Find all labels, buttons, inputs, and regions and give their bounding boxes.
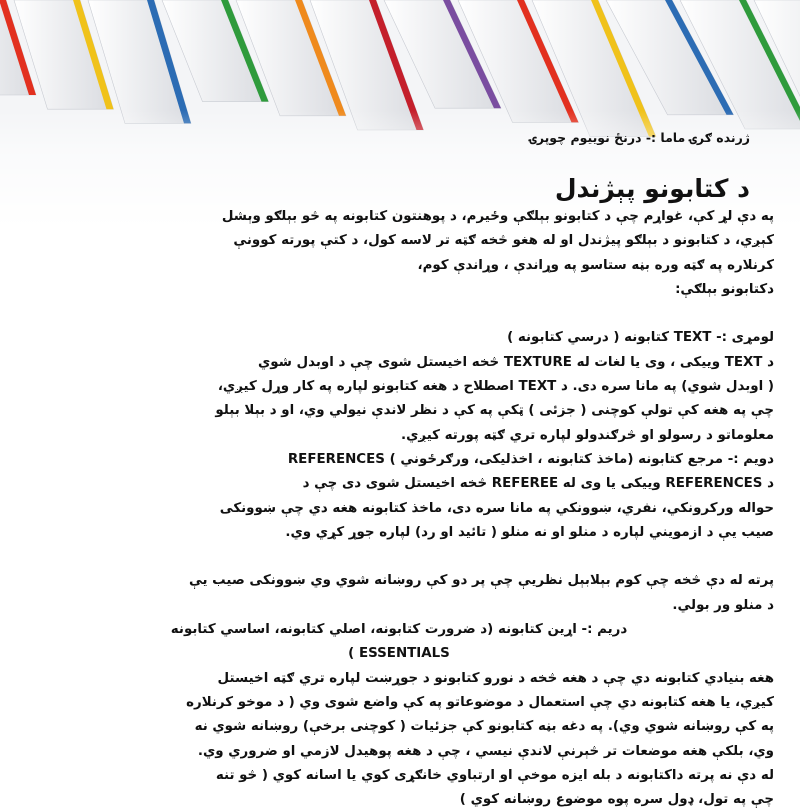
intro-line: په دې لړ کې، غواړم چې د کتابونو بېلګې وځيرم، د پوهنتون کتابونه په څو بېلګو وېشل bbox=[221, 209, 774, 224]
section-line: د TEXT وييکی ، وی يا لغات له TEXTURE څخه اخيستل شوی چې د اوبدل شوي bbox=[258, 354, 774, 370]
section-line: د REFERENCES وييکی يا وی له REFEREE څخه اخيستل شوی دی چې د bbox=[302, 476, 774, 492]
section-heading: دريم :- اړين کتابونه (د ضرورت کتابونه، اصلي کتابونه، اساسي کتابونه bbox=[170, 622, 628, 638]
paragraph-line: پرته له دې څخه چې کوم بېلابېل نظريې چې پر دو کې روښانه شوي وي ښوونکی صيب يې bbox=[188, 573, 774, 589]
section-line: چې په تول، ډول سره پوه موضوع روښانه کوي ) bbox=[459, 792, 774, 808]
section-line: حواله ورکرونکي، نفري، ښوونکي په مانا سره دی، ماخذ کتابونه هغه دي چې ښوونکی bbox=[219, 500, 774, 516]
section-heading: لومړی :- TEXT کتابونه ( درسي کتابونه ) bbox=[507, 330, 774, 346]
section-line: وي، بلکې هغه موضعات تر څېرنې لاندې نيسي ، چې د هغه پوهيدل لازمي او ضروري وي. bbox=[197, 743, 774, 759]
section-line: په کې روښانه شوي وي). په دغه بڼه کتابونو کې جزئيات ( کوچنی برخې) روښانه شوي نه bbox=[194, 719, 774, 735]
section-line: ( اوبدل شوي) په مانا سره دی. د TEXT اصطلاح د هغه کتابونو لپاره په کار وړل کيږي، bbox=[217, 379, 774, 395]
intro-line: کرنلاره په ګټه وره بڼه ستاسو په وړاندې ، وړاندې کوم، bbox=[417, 257, 774, 273]
section-line: صيب يې د ازمويني لپاره د منلو او نه منلو ( تائيد او رد) لپاره جوړ کړي وي. bbox=[285, 524, 774, 540]
article-body bbox=[24, 205, 774, 812]
section-heading: دويم :- مرجع کتابونه (ماخذ کتابونه ، اخذليکی، ورګرځوني ) REFERENCES bbox=[287, 451, 774, 467]
section-line: له دې نه پرته داکتابونه د بله ايزه موخې او ارتباوي خانګړی کوي يا اسانه کوي ( څو تنه bbox=[215, 767, 774, 783]
intro-line: دکتابونو بېلګې: bbox=[675, 281, 774, 297]
translator-credit: ژرنده ګرۍ ماما :- درنځ نوییوم چوپرۍ bbox=[529, 130, 750, 145]
section-line: چې په هغه کې تولې کوچنی ( جزئی ) ټکې په کې د نظر لاندې نيولي وي، او د بېلا بېلو bbox=[215, 403, 774, 419]
section-line: هغه بنيادي کتابونه دي چې د هغه څخه د نورو کتابونو د جوړښت لپاره تري ګټه اخيستل bbox=[217, 670, 774, 686]
section-line: معلوماتو د رسولو او څرګندولو لپاره تري ګټه پورته کيږي. bbox=[401, 427, 774, 443]
paragraph-line: د منلو ور بولي. bbox=[672, 597, 774, 613]
section-heading: ESSENTIALS ) bbox=[348, 646, 450, 662]
page-title: د کتابونو پېژندل bbox=[554, 174, 750, 203]
section-line: کيږي، يا هغه کتابونه دي چې استعمال د موضوعاتو په کې واضع شوی وي ( د موخو کرنلاره bbox=[186, 694, 774, 710]
intro-line: کېږي، د کتابونو د بېلګو پیژندل او له هغو څخه ګټه تر لاسه کول، د کتې پورته کوونې bbox=[233, 233, 774, 249]
